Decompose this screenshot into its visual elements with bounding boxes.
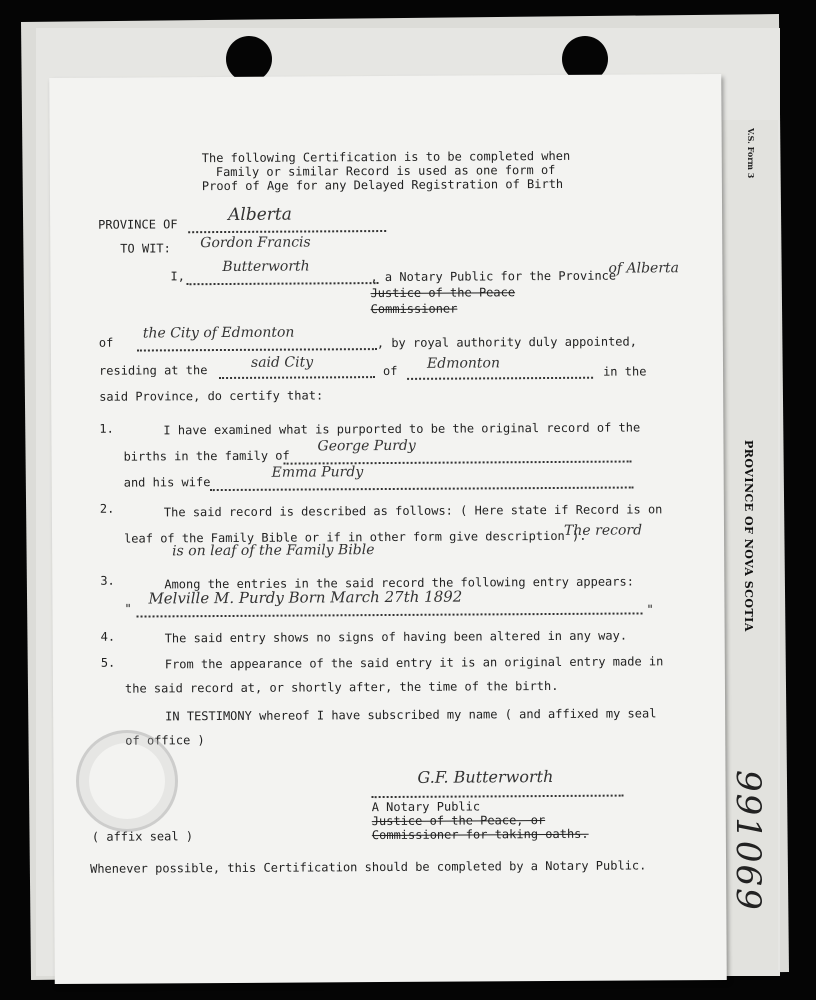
signature: G.F. Butterworth bbox=[417, 766, 554, 787]
registration-number: 991069 bbox=[728, 770, 768, 912]
entry-handwritten: Melville M. Purdy Born March 27th 1892 bbox=[148, 587, 463, 608]
header-line: Family or similar Record is used as one form of bbox=[215, 162, 556, 180]
births-label: births in the family of bbox=[123, 448, 290, 464]
entry-dotted-line bbox=[137, 612, 643, 617]
province-label: PROVINCE OF bbox=[98, 217, 178, 232]
item2-line2: leaf of the Family Bible or if in other form give description ). bbox=[124, 528, 587, 546]
residing-label: residing at the bbox=[98, 363, 208, 378]
justice-struck-text: Justice of the Peace bbox=[370, 285, 516, 301]
province-dotted-line bbox=[188, 230, 386, 233]
form-number: V.S. Form 3 bbox=[746, 128, 756, 179]
signature-title-struck: Commissioner for taking oaths. bbox=[371, 826, 589, 843]
punch-hole bbox=[226, 36, 272, 82]
of2-dotted-line bbox=[407, 377, 593, 380]
footer-note: Whenever possible, this Certification should be completed by a Notary Public. bbox=[90, 858, 647, 876]
item-number: 5. bbox=[100, 655, 116, 670]
item4-text: The said entry shows no signs of having been altered in any way. bbox=[164, 628, 628, 646]
header-line: The following Certification is to be completed when bbox=[201, 148, 571, 166]
of2-label: of bbox=[382, 363, 398, 379]
province-side-title: PROVINCE OF NOVA SCOTIA bbox=[742, 440, 755, 632]
certify-text: said Province, do certify that: bbox=[99, 388, 324, 404]
item5-line2: the said record at, or shortly after, the time of the birth. bbox=[124, 678, 559, 696]
notary-province-handwritten: of Alberta bbox=[608, 260, 680, 277]
record-description-handwritten: is on leaf of the Family Bible bbox=[172, 542, 375, 560]
testimony-text: of office ) bbox=[125, 733, 205, 748]
commissioner-struck-text: Commissioner bbox=[370, 301, 458, 317]
item-number: 4. bbox=[100, 629, 116, 644]
signature-dotted-line bbox=[372, 795, 624, 799]
signature-title: A Notary Public bbox=[371, 799, 481, 815]
record-description-handwritten: The record bbox=[563, 522, 643, 539]
header-line: Proof of Age for any Delayed Registration of Birth bbox=[201, 176, 564, 194]
signature-title-struck: Justice of the Peace, or bbox=[371, 813, 546, 829]
notary-surname-handwritten: Butterworth bbox=[222, 258, 310, 276]
residing-handwritten: said City bbox=[250, 354, 314, 371]
notary-dotted-line bbox=[186, 282, 378, 285]
notary-name-handwritten: Gordon Francis bbox=[200, 234, 311, 252]
i-label: I, bbox=[170, 269, 185, 284]
to-wit-label: TO WIT: bbox=[120, 241, 171, 256]
father-handwritten: George Purdy bbox=[317, 437, 416, 455]
testimony-text: IN TESTIMONY whereof I have subscribed my name ( and affixed my seal bbox=[165, 706, 657, 724]
quote-mark: " bbox=[646, 602, 654, 617]
of-label: of bbox=[98, 335, 114, 350]
of-dotted-line bbox=[137, 348, 377, 351]
certification-sheet bbox=[49, 74, 727, 984]
affix-seal-label: ( affix seal ) bbox=[91, 829, 194, 844]
item-number: 3. bbox=[100, 573, 115, 588]
item-number: 1. bbox=[99, 421, 114, 436]
residing-dotted-line bbox=[219, 376, 375, 379]
quote-mark: " bbox=[124, 601, 132, 616]
item5-text: From the appearance of the said entry it is an original entry made in bbox=[164, 654, 664, 672]
royal-authority-text: , by royal authority duly appointed, bbox=[376, 334, 637, 351]
in-the-text: in the bbox=[603, 364, 647, 379]
embossed-seal bbox=[76, 730, 178, 832]
province-handwritten: Alberta bbox=[228, 204, 292, 225]
item1-text: I have examined what is purported to be the original record of the bbox=[163, 420, 641, 438]
notary-title: , a Notary Public for the Province bbox=[370, 268, 617, 285]
of-handwritten: the City of Edmonton bbox=[142, 324, 295, 342]
item-number: 2. bbox=[99, 501, 115, 516]
of2-handwritten: Edmonton bbox=[426, 355, 501, 372]
wife-label: and his wife bbox=[123, 475, 211, 490]
wife-dotted-line bbox=[210, 486, 634, 491]
wife-handwritten: Emma Purdy bbox=[271, 464, 364, 481]
item2-text: The said record is described as follows: ( Here state if Record is on bbox=[163, 502, 663, 520]
item3-text: Among the entries in the said record the following entry appears: bbox=[164, 574, 634, 592]
